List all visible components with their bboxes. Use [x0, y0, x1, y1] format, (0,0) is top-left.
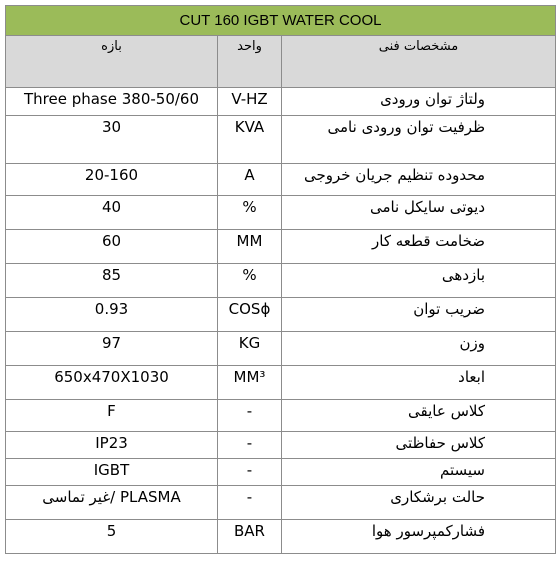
title-row	[6, 6, 556, 36]
row-unit: COSϕ	[218, 298, 282, 332]
row-value: PLASMA /غیر تماسی	[6, 486, 218, 520]
row-value: 97	[6, 332, 218, 366]
table-row	[6, 116, 556, 164]
row-spec: حالت برشکاری	[282, 486, 556, 520]
row-spec: سیستم	[282, 459, 556, 486]
row-unit: -	[218, 432, 282, 459]
table-row	[6, 332, 556, 366]
table-row	[6, 486, 556, 520]
row-value: 650x470X1030	[6, 366, 218, 400]
row-unit: -	[218, 459, 282, 486]
row-value: IGBT	[6, 459, 218, 486]
spec-table	[5, 5, 556, 554]
table-row	[6, 196, 556, 230]
row-unit: MM³	[218, 366, 282, 400]
row-spec: ضخامت قطعه کار	[282, 230, 556, 264]
header-unit: واحد	[218, 36, 282, 88]
table-row	[6, 520, 556, 554]
row-value: 30	[6, 116, 218, 164]
table-row	[6, 164, 556, 196]
row-value: 0.93	[6, 298, 218, 332]
row-spec: بازدهی	[282, 264, 556, 298]
row-spec: ضریب توان	[282, 298, 556, 332]
table-row	[6, 298, 556, 332]
row-spec: ولتاژ توان ورودی	[282, 88, 556, 116]
table-title: CUT 160 IGBT WATER COOL	[6, 6, 556, 36]
row-unit: -	[218, 486, 282, 520]
row-spec: دیوتی سایکل نامی	[282, 196, 556, 230]
row-value: 85	[6, 264, 218, 298]
row-spec: ابعاد	[282, 366, 556, 400]
row-spec: فشارکمپرسور هوا	[282, 520, 556, 554]
table-row	[6, 264, 556, 298]
row-unit: -	[218, 400, 282, 432]
header-row	[6, 36, 556, 88]
row-value: 60	[6, 230, 218, 264]
row-spec: وزن	[282, 332, 556, 366]
row-value: F	[6, 400, 218, 432]
row-spec: ظرفیت توان ورودی نامی	[282, 116, 556, 164]
table-row	[6, 366, 556, 400]
table-row	[6, 230, 556, 264]
row-unit: %	[218, 196, 282, 230]
row-value: 20-160	[6, 164, 218, 196]
row-unit: KG	[218, 332, 282, 366]
row-unit: MM	[218, 230, 282, 264]
row-spec: محدوده تنظیم جریان خروجی	[282, 164, 556, 196]
row-unit: BAR	[218, 520, 282, 554]
row-value: 40	[6, 196, 218, 230]
row-unit: V-HZ	[218, 88, 282, 116]
row-value: 5	[6, 520, 218, 554]
table-row	[6, 432, 556, 459]
row-spec: کلاس عایقی	[282, 400, 556, 432]
table-row	[6, 400, 556, 432]
row-unit: A	[218, 164, 282, 196]
row-unit: %	[218, 264, 282, 298]
row-spec: کلاس حفاظتی	[282, 432, 556, 459]
table-row	[6, 459, 556, 486]
table-row	[6, 88, 556, 116]
header-spec: مشخصات فنی	[282, 36, 556, 88]
row-value: IP23	[6, 432, 218, 459]
row-unit: KVA	[218, 116, 282, 164]
row-value: Three phase 380-50/60	[6, 88, 218, 116]
header-range: بازه	[6, 36, 218, 88]
